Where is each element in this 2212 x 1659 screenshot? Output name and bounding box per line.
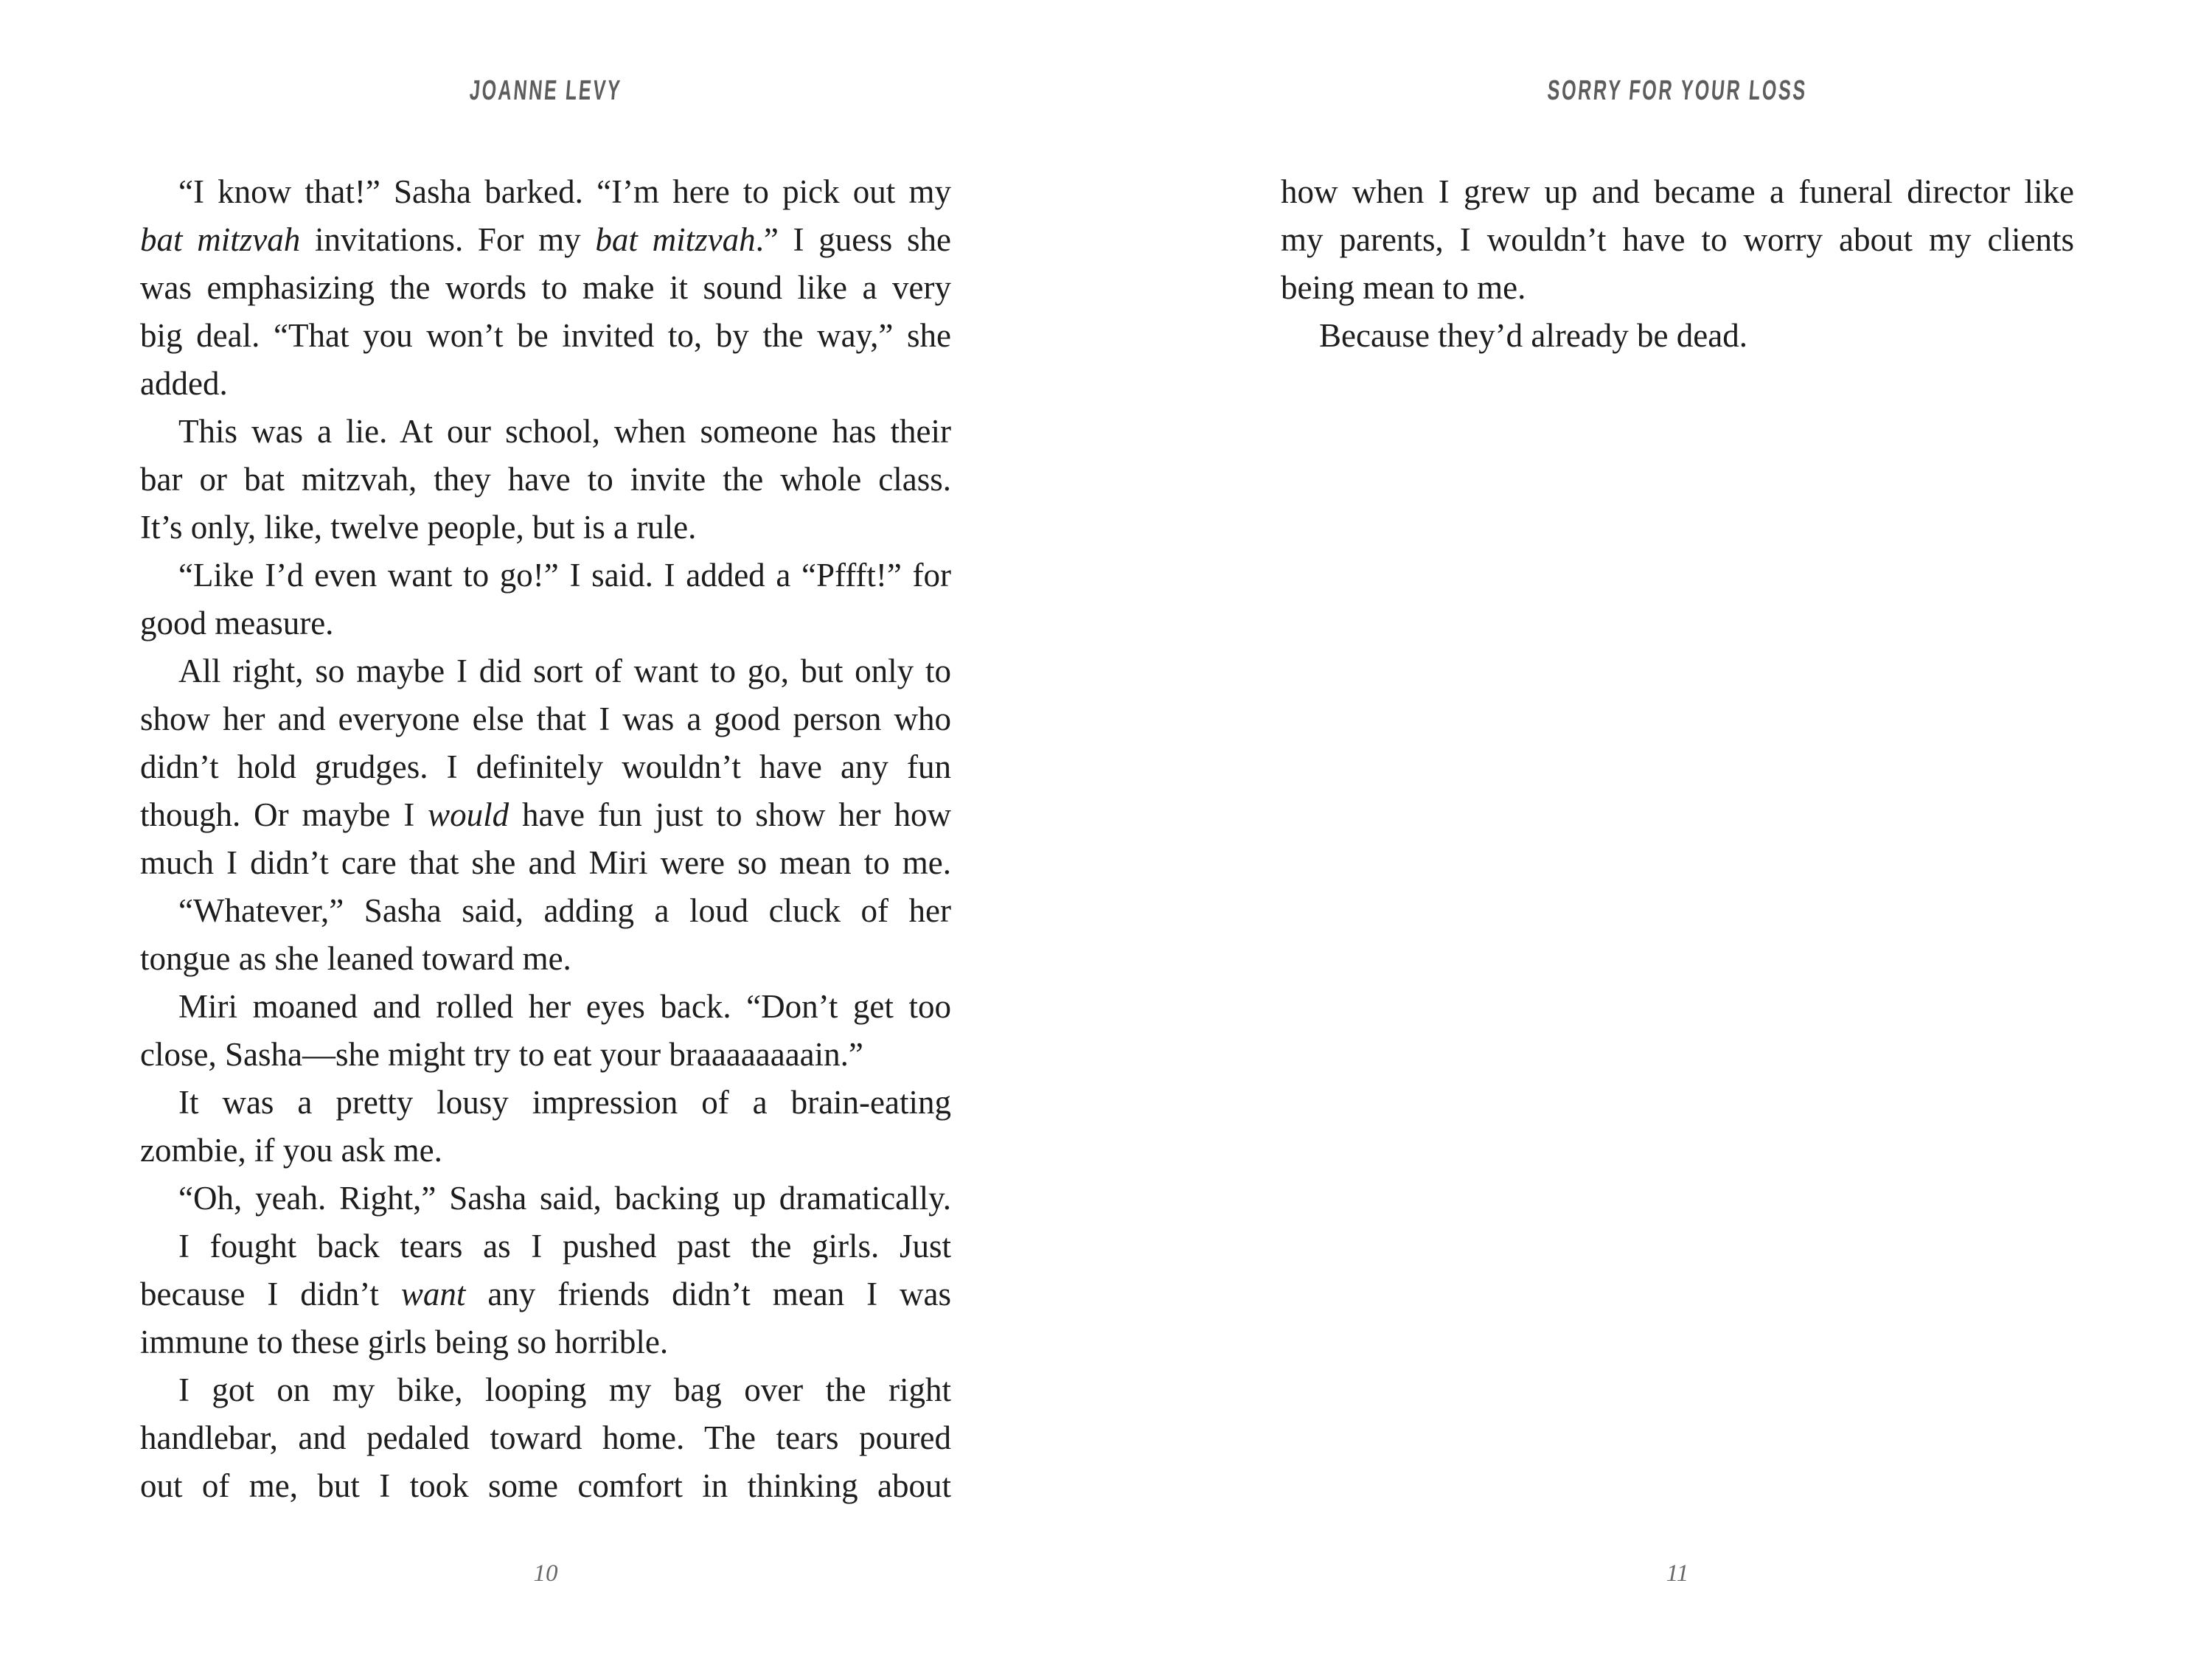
text-segment: any friends didn’t mean I was [465,1276,951,1312]
italic-segment: bat mitzvah [595,221,756,258]
text-segment: I got on my bike, looping my bag over the right [178,1371,951,1408]
text-segment: All right, so maybe I did sort of want to go, but only to [178,653,951,689]
text-segment: It was a pretty lousy impression of a brain-eating [178,1084,951,1121]
text-line [140,552,951,599]
text-line [1281,264,2074,312]
text-segment: Miri moaned and rolled her eyes back. “Don’t get too [178,988,951,1025]
body-text-right [1281,168,2074,360]
text-segment: show her and everyone else that I was a good person who [140,700,951,737]
text-line [140,599,951,647]
text-line [140,1031,951,1079]
text-segment: much I didn’t care that she and Miri were so mean to me. [140,844,951,881]
text-line [140,791,951,839]
italic-segment: bat mitzvah [140,221,301,258]
text-segment: have fun just to show her how [509,796,951,833]
text-segment: because I didn’t [140,1276,401,1312]
body-text-left [140,168,951,1510]
text-line [140,168,951,216]
text-segment: “Whatever,” Sasha said, adding a loud cluck of her [178,892,951,929]
text-segment: bar or bat mitzvah, they have to invite the whole class. [140,461,951,498]
author-running-header: JOANNE LEVY [468,75,623,106]
text-line [140,1462,951,1510]
text-segment: out of me, but I took some comfort in thinking about [140,1467,951,1504]
text-segment: handlebar, and pedaled toward home. The tears poured [140,1419,951,1456]
page-number-right: 11 [1666,1560,1689,1587]
text-segment: .” I guess she [755,221,951,258]
text-line [140,360,951,408]
page-number-left: 10 [533,1560,558,1587]
text-line [140,887,951,935]
text-line [140,1366,951,1414]
text-line [140,695,951,743]
text-segment: Because they’d already be dead. [1319,317,1747,354]
text-segment: being mean to me. [1281,269,1526,306]
text-segment: immune to these girls being so horrible. [140,1324,669,1360]
text-segment: didn’t hold grudges. I definitely wouldn’t have any fun [140,748,951,785]
page-right [1106,0,2212,1659]
italic-segment: would [428,796,509,833]
text-segment: though. Or maybe I [140,796,428,833]
text-segment: close, Sasha—she might try to eat your braaaaaaaain.” [140,1036,863,1073]
text-line [1281,216,2074,264]
running-header-left [140,74,951,108]
text-line [140,1414,951,1462]
text-segment: invitations. For my [300,221,596,258]
text-segment: good measure. [140,605,334,641]
running-header-right [1281,74,2074,108]
text-line [140,504,951,552]
text-segment: tongue as she leaned toward me. [140,940,571,977]
text-line [140,839,951,887]
text-line [140,1175,951,1222]
text-segment: big deal. “That you won’t be invited to, by the way,” she [140,317,951,354]
text-segment: was emphasizing the words to make it sound like a very [140,269,951,306]
text-line [140,312,951,360]
text-line [140,1222,951,1270]
text-line [140,935,951,983]
text-segment: “I know that!” Sasha barked. “I’m here to pick out my [178,173,951,210]
text-line [140,983,951,1031]
text-segment: It’s only, like, twelve people, but is a rule. [140,509,697,546]
text-segment: zombie, if you ask me. [140,1132,442,1169]
text-segment: I fought back tears as I pushed past the girls. Just [178,1228,951,1265]
text-line [1281,312,2074,360]
text-segment: “Like I’d even want to go!” I said. I added a “Pffft!” for [178,557,951,594]
text-line [140,1318,951,1366]
text-segment: how when I grew up and became a funeral director like [1281,173,2074,210]
text-line [140,408,951,456]
text-line [140,264,951,312]
text-segment: “Oh, yeah. Right,” Sasha said, backing up dramatically. [178,1180,951,1217]
text-segment: added. [140,365,228,402]
text-segment: my parents, I wouldn’t have to worry about my clients [1281,221,2074,258]
text-line [140,456,951,504]
italic-segment: want [400,1276,466,1312]
text-line [140,1127,951,1175]
text-line [140,1270,951,1318]
text-line [1281,168,2074,216]
text-line [140,743,951,791]
text-line [140,216,951,264]
text-line [140,647,951,695]
book-title-running-header: SORRY FOR YOUR LOSS [1546,75,1809,106]
text-line [140,1079,951,1127]
text-segment: This was a lie. At our school, when someone has their [178,413,951,450]
